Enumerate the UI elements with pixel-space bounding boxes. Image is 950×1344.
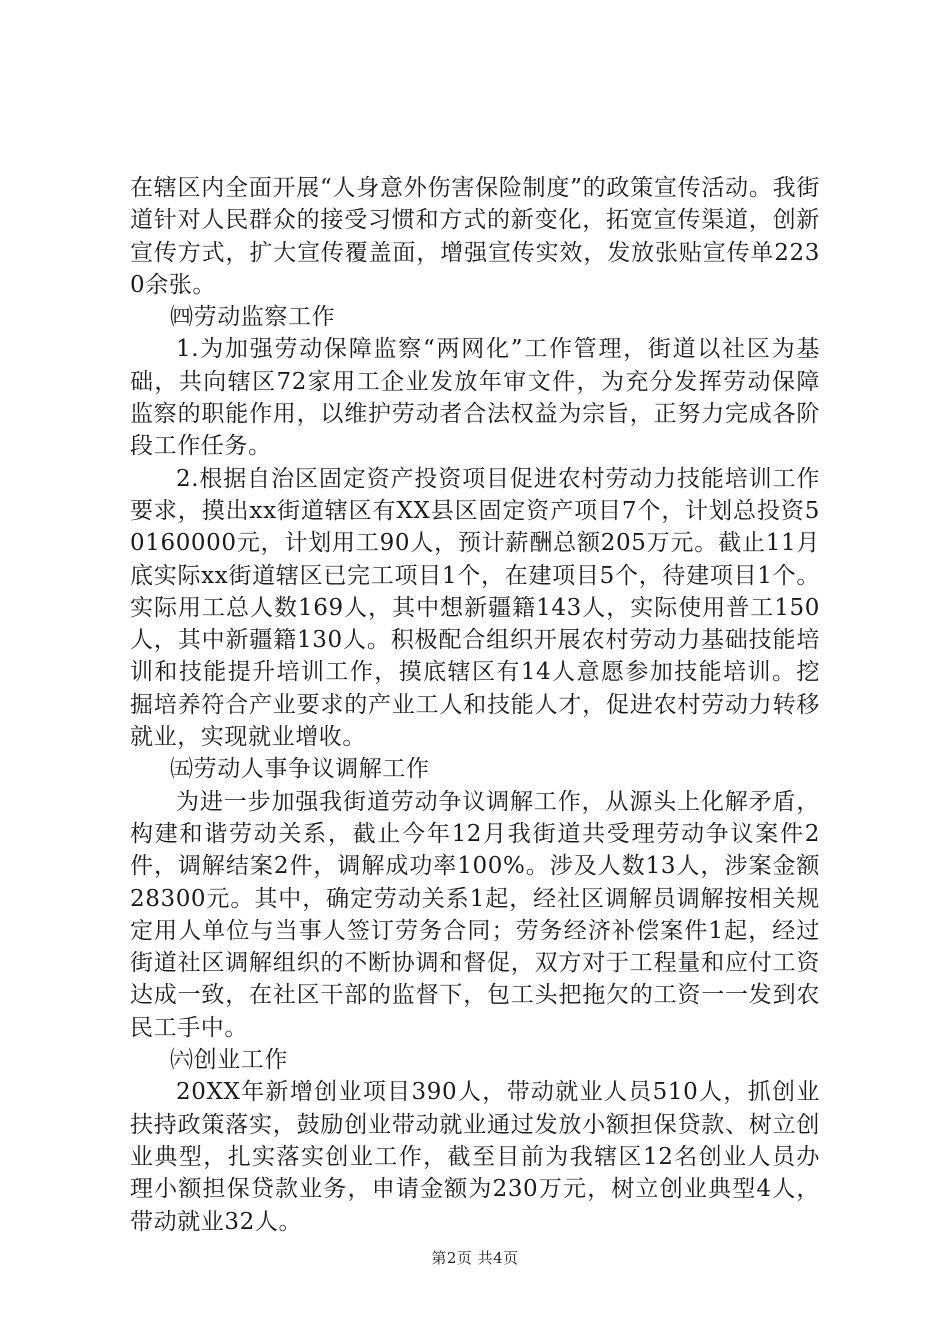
paragraph-insurance-promotion: 在辖区内全面开展“人身意外伤害保险制度”的政策宣传活动。我街道针对人民群众的接受习惯和方式的新变化，拓宽宣传渠道，创新宣传方式，扩大宣传覆盖面，增强宣传实效，发放张贴宣传单2230余张。 [130, 175, 820, 298]
section-heading-entrepreneurship: ㈥创业工作 [170, 1047, 288, 1074]
section-heading-labor-inspection: ㈣劳动监察工作 [170, 304, 336, 331]
paragraph-labor-inspection-1: 1.为加强劳动保障监察“两网化”工作管理，街道以社区为基础，共向辖区72家用工企业发放年审文件，为充分发挥劳动保障监察的职能作用，以维护劳动者合法权益为宗旨，正努力完成各阶段工作任务。 [130, 336, 820, 460]
paragraph-entrepreneurship: 20XX年新增创业项目390人，带动就业人员510人，抓创业扶持政策落实，鼓励创业带动就业通过发放小额担保贷款、树立创业典型，扎实落实创业工作，截至目前为我辖区12名创业人员办理小额担保贷款业务，申请金额为230万元，树立创业典型4人，带动就业32人。 [130, 1079, 820, 1235]
document-body [130, 172, 820, 1238]
page-footer: 第2页 共4页 [431, 1249, 519, 1267]
paragraph-dispute-mediation: 为进一步加强我街道劳动争议调解工作，从源头上化解矛盾，构建和谐劳动关系，截止今年12月我街道共受理劳动争议案件2件，调解结案2件，调解成功率100%。涉及人数13人，涉案金额28300元。其中，确定劳动关系1起，经社区调解员调解按相关规定用人单位与当事人签订劳务合同；劳务经济补偿案件1起，经过街道社区调解组织的不断协调和督促，双方对于工程量和应付工资达成一致，在社区干部的监督下，包工头把拖欠的工资一一发到农民工手中。 [130, 788, 820, 1041]
paragraph-labor-inspection-2: 2.根据自治区固定资产投资项目促进农村劳动力技能培训工作要求，摸出xx街道辖区有XX县区固定资产项目7个，计划总投资50160000元，计划用工90人，预计薪酬总额205万元。截止11月底实际xx街道辖区已完工项目1个，在建项目5个，待建项目1个。实际用工总人数169人，其中想新疆籍143人，实际使用普工150人，其中新疆籍130人。积极配合组织开展农村劳动力基础技能培训和技能提升培训工作，摸底辖区有14人意愿参加技能培训。挖掘培养符合产业要求的产业工人和技能人才，促进农村劳动力转移就业，实现就业增收。 [130, 465, 820, 751]
section-heading-dispute-mediation: ㈤劳动人事争议调解工作 [170, 756, 430, 783]
